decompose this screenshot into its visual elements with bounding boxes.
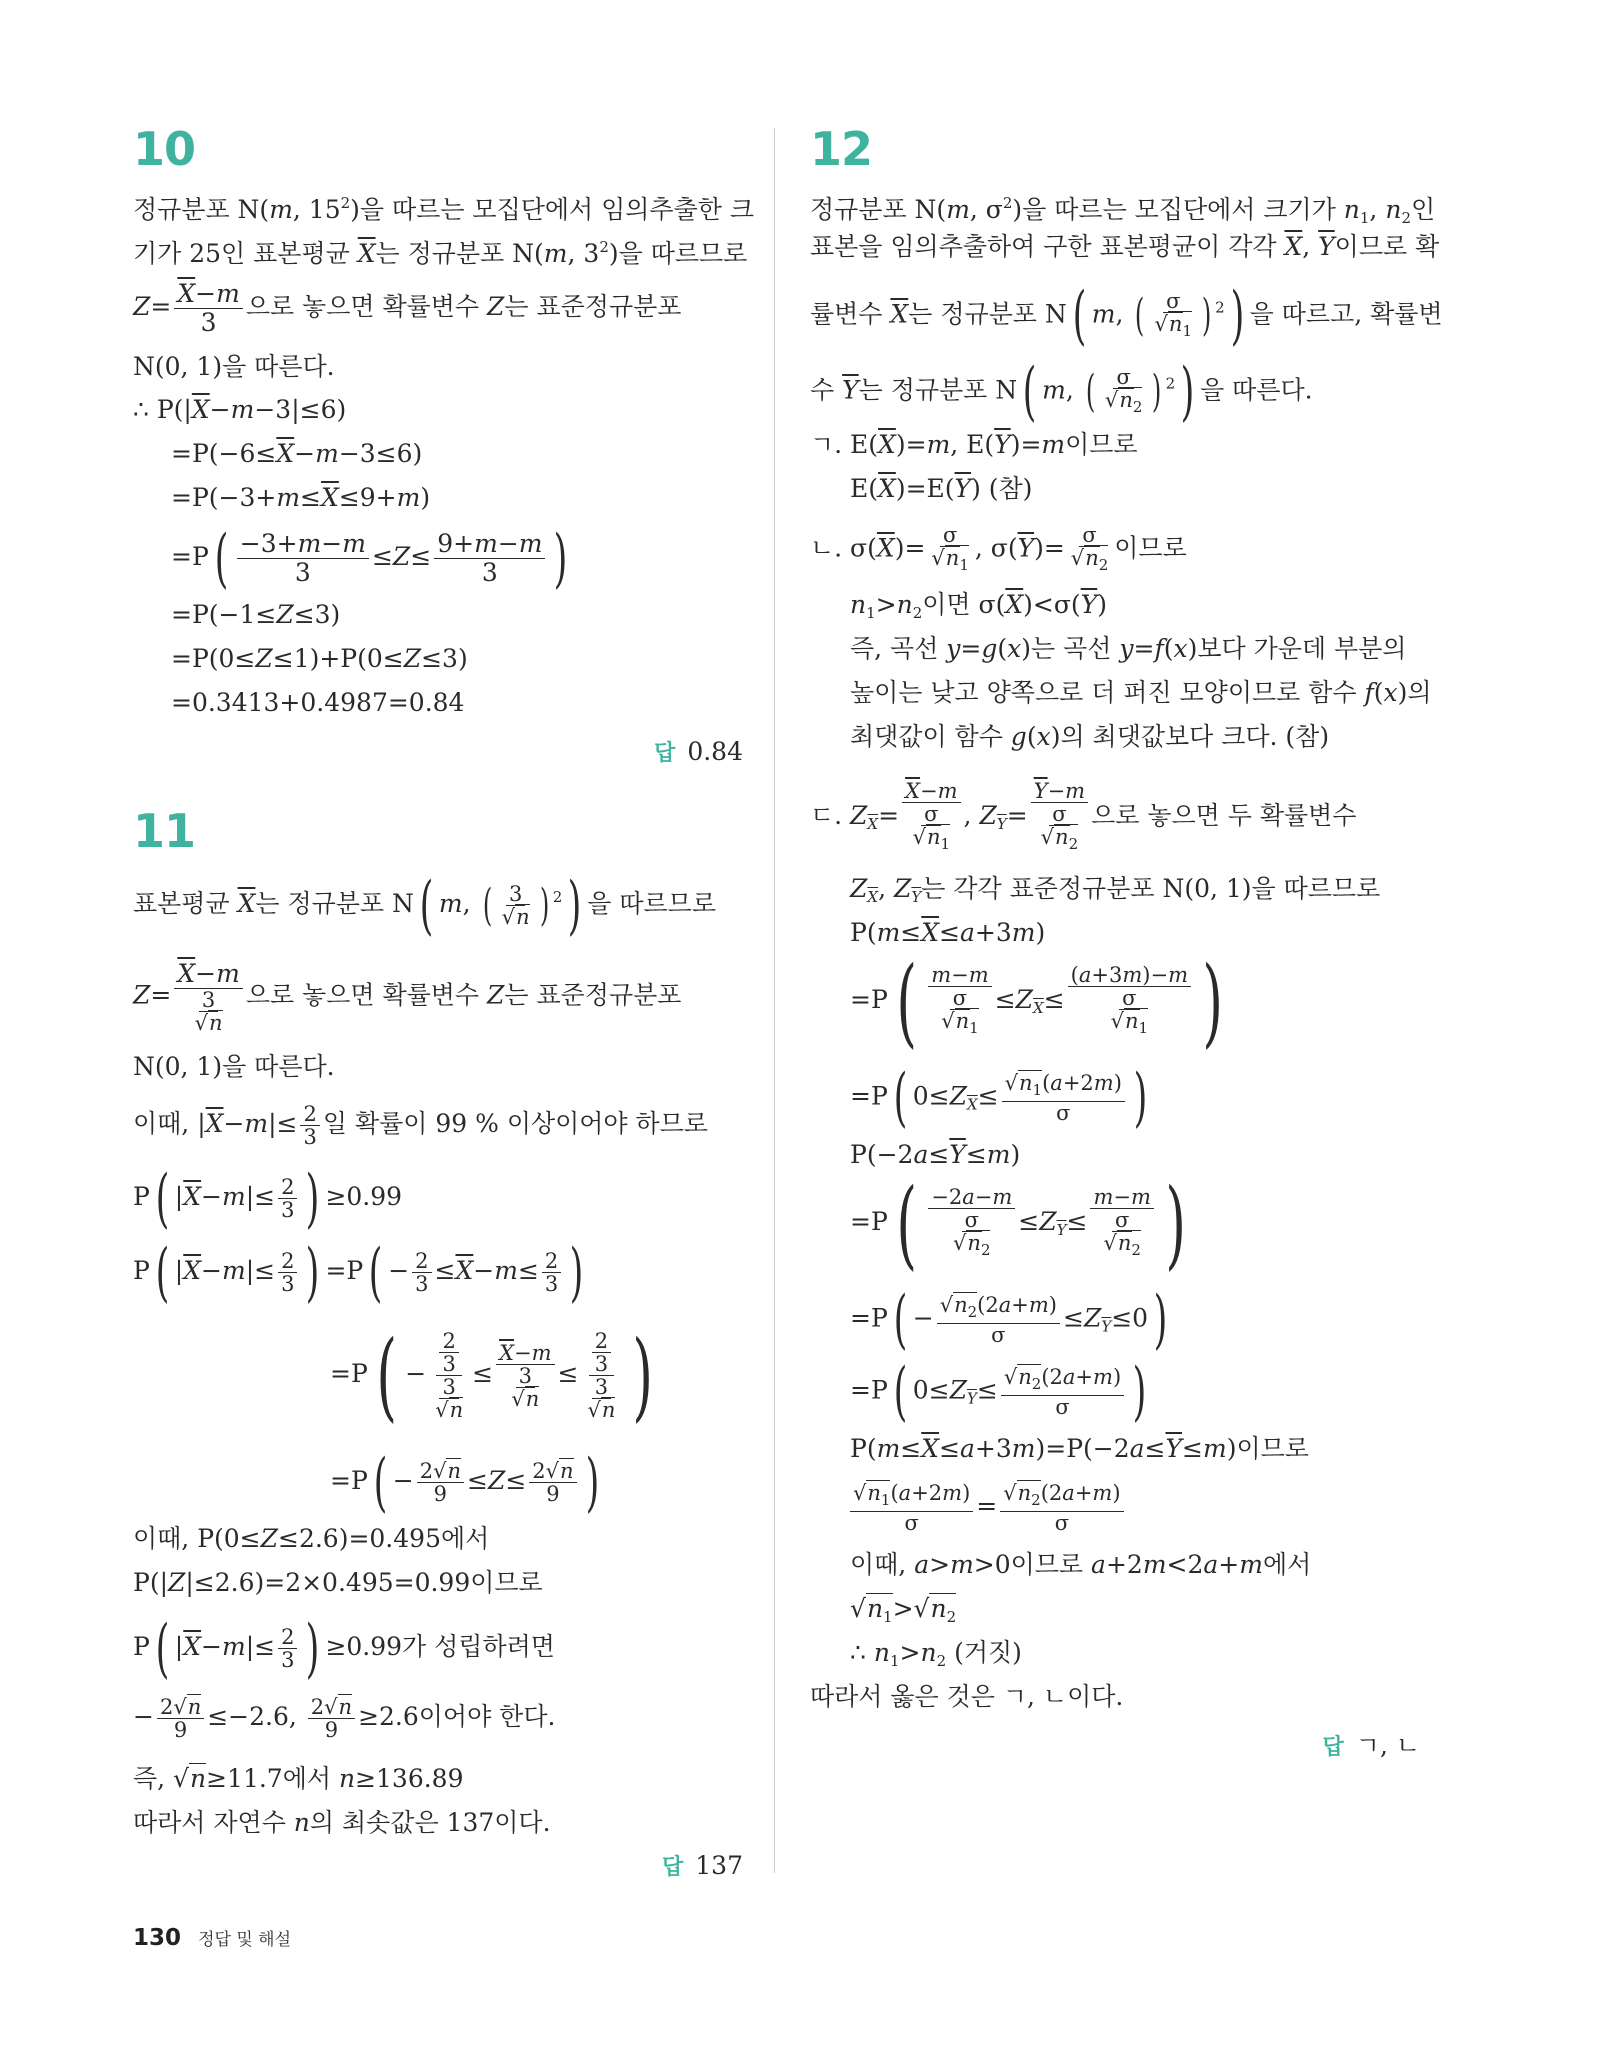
p12-answer-value: ㄱ, ㄴ	[1355, 1731, 1420, 1760]
p12-line-6: $E(\overline{X})=E(\overline{Y})$ (참)	[850, 474, 1033, 503]
p11-line-2: Z= $\frac{\overline{X}-m}{\frac{3}{√n}}$ 으로 놓으면 확률변수 Z는 표준정규분포	[133, 959, 682, 1035]
page-footer	[133, 1925, 291, 1951]
answer-label: 답	[1322, 1735, 1344, 1760]
p11-line-8: =P( − $\frac{2√n}{9}$ ≤Z≤ $\frac{2√n}{9}$ )	[330, 1445, 599, 1520]
p12-line-18: =P( $\frac{-2a-m}{\frac{\sigma}{√n_2}}$ $\le Z_{\overline{Y}}\le$ $\frac{m-m}{\frac{\sigma}{√n_2}}$ )	[850, 1167, 1186, 1280]
p12-line-19: =P( − $\frac{√n_2(2a+m)}{\sigma}$ $\le Z_{\overline{Y}}\le 0$)	[850, 1283, 1168, 1357]
p11-line-9: 이때, P(0≤Z≤2.6)=0.495에서	[133, 1524, 490, 1553]
p11-line-1: 표본평균 $\overline{X}$는 정규분포 N( m, ( $\frac{3}{√n}$ ) $^2$) 을 따르므로	[133, 868, 716, 943]
p12-line-15: =P( $\frac{m-m}{\frac{\sigma}{√n_1}}$ $\le Z_{\overline{X}}\le$ $\frac{(a+3m)-m}{\frac{\sigma}{√n_1}}$ )	[850, 945, 1224, 1058]
p12-line-26: 따라서 옳은 것은 ㄱ, ㄴ이다.	[810, 1682, 1124, 1711]
p12-line-24: $√n_1>√n_2$	[850, 1594, 957, 1626]
problem-number-11: 11	[133, 804, 196, 858]
p10-line-9: =P(−1≤Z≤3)	[171, 600, 341, 629]
p12-answer	[1323, 1726, 1420, 1762]
p11-answer	[662, 1850, 743, 1881]
p11-line-12: − $\frac{2√n}{9}$ ≤−2.6, $\frac{2√n}{9}$ ≥2.6이어야 한다.	[133, 1695, 556, 1742]
p12-line-2: 표본을 임의추출하여 구한 표본평균이 각각 $\overline{X}$, $\overline{Y}$이므로 확	[810, 232, 1440, 261]
p10-line-8: =P( $\frac{-3+m-m}{3}$ ≤Z≤ $\frac{9+m-m}{3}$ )	[171, 521, 568, 596]
p12-line-8: $n_1>n_2$이면 $\sigma(\overline{X})<\sigma(\overline{Y})$	[850, 590, 1107, 622]
p10-line-6: $=P(-6\le\overline{X}-m-3\le 6)$	[171, 439, 423, 468]
p12-line-10: 높이는 낮고 양쪽으로 더 퍼진 모양이므로 함수 f(x)의	[850, 678, 1432, 707]
p11-line-5: P( $|\overline{X}-m|\le$ $\frac{2}{3}$ ) ≥0.99	[133, 1161, 403, 1236]
p11-line-3: N(0, 1)을 따른다.	[133, 1052, 335, 1081]
p11-answer-value: 137	[695, 1851, 743, 1880]
p12-line-20: =P( $0\le Z_{\overline{Y}}\le$ $\frac{√n_2(2a+m)}{\sigma}$ )	[850, 1355, 1147, 1429]
p11-line-11: P( $|\overline{X}-m|\le$ $\frac{2}{3}$ ) ≥0.99가 성립하려면	[133, 1611, 555, 1686]
p10-line-11: =0.3413+0.4987=0.84	[171, 688, 465, 717]
p12-line-9: 즉, 곡선 y=g(x)는 곡선 y=f(x)보다 가운데 부분의	[850, 634, 1407, 663]
p11-line-14: 따라서 자연수 n의 최솟값은 137이다.	[133, 1808, 551, 1837]
p10-answer	[654, 736, 743, 767]
answer-label: 답	[654, 741, 676, 766]
p12-line-16: =P( $0\le Z_{\overline{X}}\le$ $\frac{√n_1(a+2m)}{\sigma}$ )	[850, 1061, 1148, 1135]
p12-line-23: 이때, a>m>0이므로 a+2m<2a+m에서	[850, 1550, 1312, 1579]
p12-line-12: ㄷ. $Z_{\overline{X}}=$ $\frac{\overline{X}-m}{\frac{\sigma}{√n_1}}$ , $Z_{\overline{Y}}=$ $\frac{\overline{Y}-m}{\frac{\sigma}{√n_2}}$ 으로 놓으면 두 확률변수	[810, 779, 1357, 853]
p12-line-21: $P(m\le\overline{X}\le a+3m)=P(-2a\le\overline{Y}\le m)$이므로	[850, 1434, 1309, 1463]
p10-line-3: Z= $\frac{\overline{X}-m}{3}$ 으로 놓으면 확률변수 Z는 표준정규분포	[133, 279, 682, 337]
footer-label: 정답 및 해설	[198, 1930, 292, 1950]
p12-line-14: $P(m\le\overline{X}\le a+3m)$	[850, 918, 1046, 947]
p10-line-4: N(0, 1)을 따른다.	[133, 352, 335, 381]
p10-answer-value: 0.84	[687, 737, 743, 766]
p10-line-7: $=P(-3+m\le\overline{X}\le 9+m)$	[171, 483, 431, 512]
p12-line-5: ㄱ. $E(\overline{X})=m$, $E(\overline{Y})=m$이므로	[810, 430, 1138, 459]
p11-line-4: 이때, $|\overline{X}-m|\le$ $\frac{2}{3}$ 일 확률이 99 % 이상이어야 하므로	[133, 1102, 708, 1149]
problem-number-12: 12	[810, 122, 873, 176]
answer-label: 답	[662, 1855, 684, 1880]
p12-line-4: 수 $\overline{Y}$는 정규분포 N( m, ( $\frac{\sigma}{√n_2}$ ) $^2$) 을 따른다.	[810, 355, 1313, 429]
column-divider	[774, 128, 775, 1873]
page-number: 130	[133, 1925, 182, 1951]
p11-line-6: P( $|\overline{X}-m|\le$ $\frac{2}{3}$ ) =P( − $\frac{2}{3}$ $\le\overline{X}-m\le$ $\frac{2}{3}$ )	[133, 1235, 584, 1310]
p10-line-10: =P(0≤Z≤1)+P(0≤Z≤3)	[171, 644, 468, 673]
problem-number-10: 10	[133, 122, 196, 176]
p12-line-13: $Z_{\overline{X}}$, $Z_{\overline{Y}}$는 각각 표준정규분포 N(0, 1)을 따르므로	[850, 874, 1381, 906]
p10-line-5: ∴ $P(|\overline{X}-m-3|\le 6)$	[133, 395, 347, 424]
p10-line-1: 정규분포 N(m, $15^2$)을 따르는 모집단에서 임의추출한 크	[133, 194, 754, 224]
p12-line-11: 최댓값이 함수 g(x)의 최댓값보다 크다. (참)	[850, 722, 1330, 751]
p12-line-7: ㄴ. $\sigma(\overline{X})=$ $\frac{\sigma}{√n_1}$ , $\sigma(\overline{Y})=$ $\frac{\sigma}{√n_2}$ 이므로	[810, 523, 1187, 574]
p11-line-10: P(|Z|≤2.6)=2×0.495=0.99이므로	[133, 1568, 543, 1597]
p12-line-25: ∴ $n_1>n_2$ (거짓)	[850, 1638, 1022, 1670]
p11-line-7: =P( − $\frac{\frac{2}{3}}{\frac{3}{√n}}$ ≤ $\frac{\overline{X}-m}{\frac{3}{√n}}$ ≤ $\frac{\frac{2}{3}}{\frac{3}{√n}}$ )	[330, 1319, 654, 1432]
p12-line-3: 률변수 $\overline{X}$는 정규분포 N( m, ( $\frac{\sigma}{√n_1}$ ) $^2$) 을 따르고, 확률변	[810, 279, 1443, 353]
p12-line-22: $\frac{√n_1(a+2m)}{\sigma}$ = $\frac{√n_2(2a+m)}{\sigma}$	[850, 1482, 1127, 1534]
p11-line-13: 즉, √n≥11.7에서 n≥136.89	[133, 1764, 464, 1793]
p12-line-1: 정규분포 N(m, $\sigma^2$)을 따르는 모집단에서 크기가 $n_1$, $n_2$인	[810, 194, 1436, 227]
p10-line-2: 기가 25인 표본평균 $\overline{X}$는 정규분포 N(m, $3^2$)을 따르므로	[133, 238, 748, 268]
p12-line-17: $P(-2a\le\overline{Y}\le m)$	[850, 1140, 1021, 1169]
